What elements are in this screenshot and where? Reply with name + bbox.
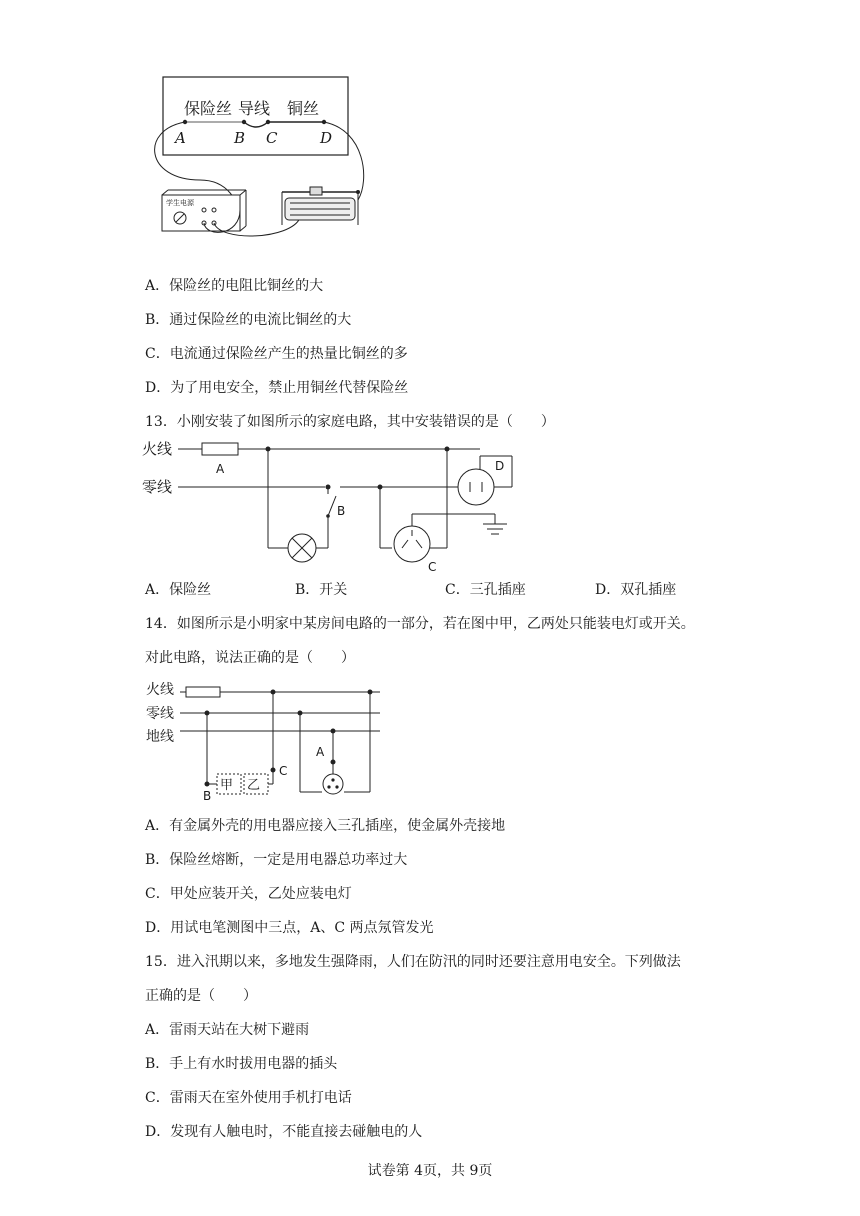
label-neutral-wire-14: 零线 [146, 706, 174, 722]
q13-stem: 13．小刚安装了如图所示的家庭电路，其中安装错误的是（ ） [145, 414, 555, 430]
label-socket-c: C [428, 560, 437, 574]
q12-option-d[interactable]: D．为了用电安全，禁止用铜丝代替保险丝 [145, 380, 409, 396]
label-fuse-a: A [216, 462, 225, 476]
three-hole-socket-icon-14 [323, 774, 343, 794]
room-circuit-figure [140, 676, 390, 806]
label-neutral-wire: 零线 [142, 478, 173, 496]
q15-option-c[interactable]: C．雷雨天在室外使用手机打电话 [145, 1090, 352, 1106]
q15-option-a[interactable]: A．雷雨天站在大树下避雨 [145, 1022, 310, 1038]
q14-stem-line-1: 14．如图所示是小明家中某房间电路的一部分，若在图中甲，乙两处只能装电灯或开关。 [145, 616, 695, 632]
label-live-wire-14: 火线 [146, 682, 174, 698]
label-ground-wire: 地线 [146, 729, 174, 745]
q14-option-d[interactable]: D．用试电笔测图中三点，A、C 两点氖管发光 [145, 920, 434, 936]
label-point-c-14: C [279, 764, 288, 778]
q12-option-a[interactable]: A．保险丝的电阻比铜丝的大 [145, 278, 324, 294]
label-live-wire: 火线 [142, 440, 173, 458]
q13-option-a[interactable]: A．保险丝 [145, 582, 212, 598]
q14-option-b[interactable]: B．保险丝熔断，一定是用电器总功率过大 [145, 852, 408, 868]
label-yi: 乙 [247, 778, 261, 793]
point-b: B [234, 129, 246, 147]
q14-stem-line-2: 对此电路，说法正确的是（ ） [145, 650, 355, 666]
point-c: C [266, 129, 278, 147]
two-hole-socket-icon [458, 469, 494, 505]
q15-option-b[interactable]: B．手上有水时拔用电器的插头 [145, 1056, 338, 1072]
q15-stem-line-1: 15．进入汛期以来，多地发生强降雨，人们在防汛的同时还要注意用电安全。下列做法 [145, 954, 681, 970]
household-circuit-figure [140, 436, 540, 576]
q15-stem-line-2: 正确的是（ ） [145, 988, 257, 1004]
point-a: A [175, 129, 186, 147]
label-copper: 铜丝 [287, 99, 320, 118]
fuse-copper-circuit-figure [140, 70, 380, 240]
label-point-b-14: B [203, 789, 212, 803]
label-jia: 甲 [220, 778, 234, 793]
label-wire: 导线 [238, 99, 271, 118]
label-socket-d: D [495, 459, 505, 473]
label-point-a-14: A [316, 745, 325, 759]
q14-option-a[interactable]: A．有金属外壳的用电器应接入三孔插座，使金属外壳接地 [145, 818, 506, 834]
q12-option-c[interactable]: C．电流通过保险丝产生的热量比铜丝的多 [145, 346, 408, 362]
q13-option-d[interactable]: D．双孔插座 [595, 582, 677, 598]
switch-icon [328, 496, 336, 516]
q14-option-c[interactable]: C．甲处应装开关，乙处应装电灯 [145, 886, 352, 902]
q12-option-b[interactable]: B．通过保险丝的电流比铜丝的大 [145, 312, 352, 328]
label-switch-b: B [337, 504, 346, 518]
q15-option-d[interactable]: D．发现有人触电时，不能直接去碰触电的人 [145, 1124, 423, 1140]
power-supply-label: 学生电源 [166, 199, 194, 207]
q13-option-b[interactable]: B．开关 [295, 582, 348, 598]
rheostat [282, 187, 360, 225]
q13-option-c[interactable]: C．三孔插座 [445, 582, 526, 598]
point-d: D [320, 129, 333, 147]
page-footer: 试卷第 4页，共 9页 [367, 1163, 493, 1179]
label-fuse: 保险丝 [184, 99, 233, 118]
